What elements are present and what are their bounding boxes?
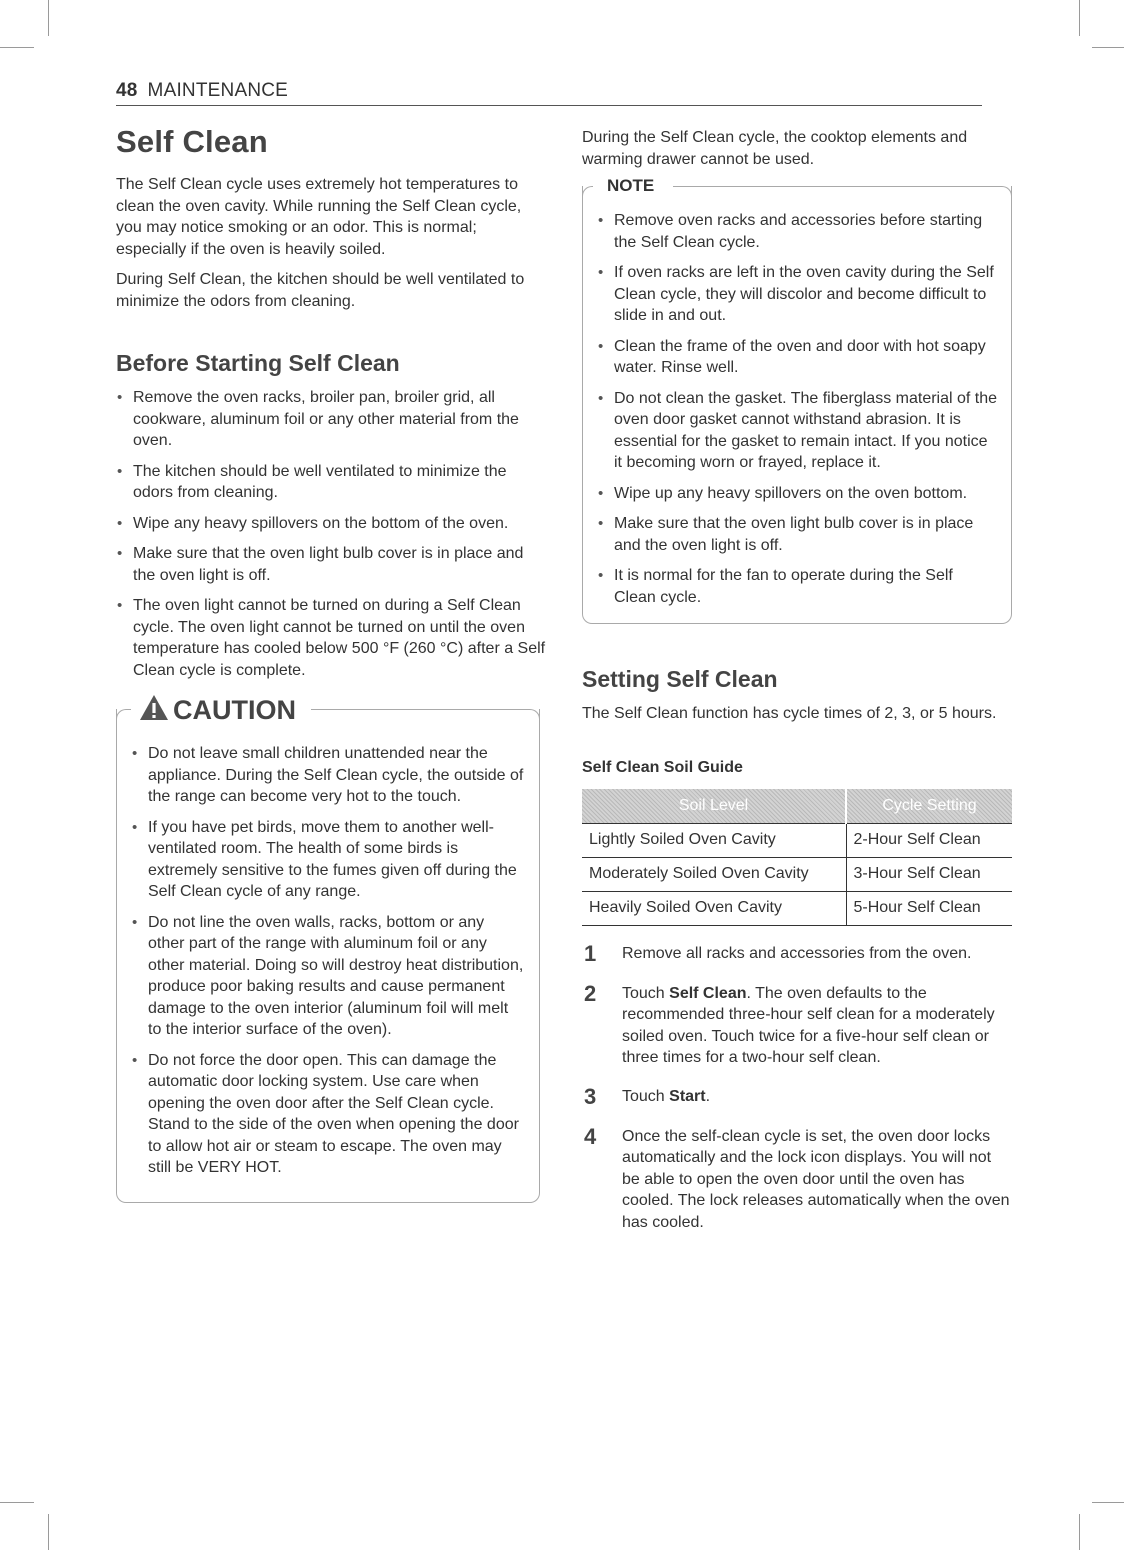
list-item: • Make sure that the oven light bulb cover is in place and the oven light is off. xyxy=(597,513,999,556)
crop-mark xyxy=(0,47,34,48)
table-header: Soil Level xyxy=(582,789,846,824)
setting-text: The Self Clean function has cycle times of 2, 3, or 5 hours. xyxy=(582,705,997,722)
caution-title: CAUTION xyxy=(173,694,296,725)
before-starting-heading: Before Starting Self Clean xyxy=(116,350,400,376)
step-item xyxy=(582,942,1012,966)
table-cell: 5-Hour Self Clean xyxy=(846,891,1012,925)
step-bold-text: Self Clean xyxy=(669,984,747,1002)
step-bold-text: Start xyxy=(669,1087,706,1105)
step-text: . xyxy=(705,1087,711,1105)
cooktop-note: During the Self Clean cycle, the cooktop elements and warming drawer cannot be used. xyxy=(582,129,968,168)
table-row xyxy=(582,823,1012,857)
warning-triangle-icon xyxy=(139,694,169,726)
intro-paragraph: During Self Clean, the kitchen should be well ventilated to minimize the odors from cleaning. xyxy=(116,271,525,310)
table-cell: Lightly Soiled Oven Cavity xyxy=(582,823,846,857)
list-item: • Remove oven racks and accessories before starting the Self Clean cycle. xyxy=(597,210,999,253)
step-text: Touch xyxy=(622,984,670,1002)
table-cell: Heavily Soiled Oven Cavity xyxy=(582,891,846,925)
page-title: Self Clean xyxy=(116,124,268,159)
step-number: 4 xyxy=(584,1123,597,1149)
note-box xyxy=(582,176,1012,624)
step-text: Once the self-clean cycle is set, the oven door locks automatically and the lock icon displays. You will not be able to open the oven door until the oven has cooled. The lock releases automatically when the oven has cooled. xyxy=(622,1127,1010,1231)
step-item xyxy=(582,1125,1012,1234)
left-column xyxy=(116,124,546,1203)
list-item: • Do not clean the gasket. The fiberglass material of the oven door gasket cannot withstand abrasion. It is essential for the gasket to remain intact. If you notice it becoming worn or frayed, replace it. xyxy=(597,388,999,474)
step-item xyxy=(582,1085,1012,1109)
crop-mark xyxy=(1079,0,1080,36)
step-text: . The oven defaults to the recommended three-hour self clean for a moderately soiled oven. Touch twice for a five-hour self clean or three times for a two-hour self clean. xyxy=(622,984,995,1066)
intro-paragraph: The Self Clean cycle uses extremely hot temperatures to clean the oven cavity. While running the Self Clean cycle, you may notice smoking or an odor. This is normal; especially if the oven is heavily soiled. xyxy=(116,176,522,258)
right-column xyxy=(582,127,1012,1249)
step-text: Remove all racks and accessories from the oven. xyxy=(622,944,972,962)
before-starting-list xyxy=(116,387,546,681)
list-item: • The kitchen should be well ventilated to minimize the odors from cleaning. xyxy=(116,461,546,504)
step-number: 1 xyxy=(584,940,597,966)
table-header: Cycle Setting xyxy=(846,789,1012,824)
caution-box xyxy=(116,694,540,1203)
crop-mark xyxy=(1092,47,1124,48)
step-item xyxy=(582,982,1012,1069)
page-number: 48 xyxy=(116,80,138,101)
list-item: • Clean the frame of the oven and door with hot soapy water. Rinse well. xyxy=(597,336,999,379)
caution-list xyxy=(131,743,525,1179)
note-title: NOTE xyxy=(601,176,660,196)
list-item: • Do not line the oven walls, racks, bottom or any other part of the range with aluminum foil or any other material. Doing so will destroy heat distribution, produce poor baking results and cause permanent damage to the oven interior (aluminum foil will melt to the interior surface of the oven). xyxy=(131,912,525,1041)
table-row xyxy=(582,891,1012,925)
crop-mark xyxy=(48,0,49,36)
steps-list xyxy=(582,942,1012,1234)
step-text: Touch xyxy=(622,1087,670,1105)
soil-guide-table xyxy=(582,789,1012,926)
list-item: • Remove the oven racks, broiler pan, broiler grid, all cookware, aluminum foil or any other material from the oven. xyxy=(116,387,546,452)
soil-guide-heading: Self Clean Soil Guide xyxy=(582,758,743,776)
table-cell: 3-Hour Self Clean xyxy=(846,857,1012,891)
crop-mark xyxy=(1079,1514,1080,1550)
page-header xyxy=(116,80,982,106)
section-title: MAINTENANCE xyxy=(147,80,289,101)
list-item: • It is normal for the fan to operate during the Self Clean cycle. xyxy=(597,565,999,608)
list-item: • If oven racks are left in the oven cavity during the Self Clean cycle, they will discolor and become difficult to slide in and out. xyxy=(597,262,999,327)
crop-mark xyxy=(48,1514,49,1550)
crop-mark xyxy=(1092,1502,1124,1503)
note-list xyxy=(597,210,999,608)
list-item: • Wipe any heavy spillovers on the bottom of the oven. xyxy=(116,513,546,535)
table-cell: 2-Hour Self Clean xyxy=(846,823,1012,857)
step-number: 3 xyxy=(584,1083,597,1109)
list-item: • If you have pet birds, move them to another well-ventilated room. The health of some birds is extremely sensitive to the fumes given off during the Self Clean cycle of any range. xyxy=(131,817,525,903)
list-item: • Wipe up any heavy spillovers on the oven bottom. xyxy=(597,483,999,505)
table-cell: Moderately Soiled Oven Cavity xyxy=(582,857,846,891)
table-row xyxy=(582,857,1012,891)
list-item: • The oven light cannot be turned on during a Self Clean cycle. The oven light cannot be turned on until the oven temperature has cooled below 500 °F (260 °C) after a Self Clean cycle is complete. xyxy=(116,595,546,681)
list-item: • Do not force the door open. This can damage the automatic door locking system. Use care when opening the oven door after the Self Clean cycle. Stand to the side of the oven when opening the door to allow hot air or steam to escape. The oven may still be VERY HOT. xyxy=(131,1050,525,1179)
crop-mark xyxy=(0,1502,34,1503)
list-item: • Do not leave small children unattended near the appliance. During the Self Clean cycle, the outside of the range can become very hot to the touch. xyxy=(131,743,525,808)
setting-self-clean-heading: Setting Self Clean xyxy=(582,666,778,692)
step-number: 2 xyxy=(584,980,597,1006)
list-item: • Make sure that the oven light bulb cover is in place and the oven light is off. xyxy=(116,543,546,586)
